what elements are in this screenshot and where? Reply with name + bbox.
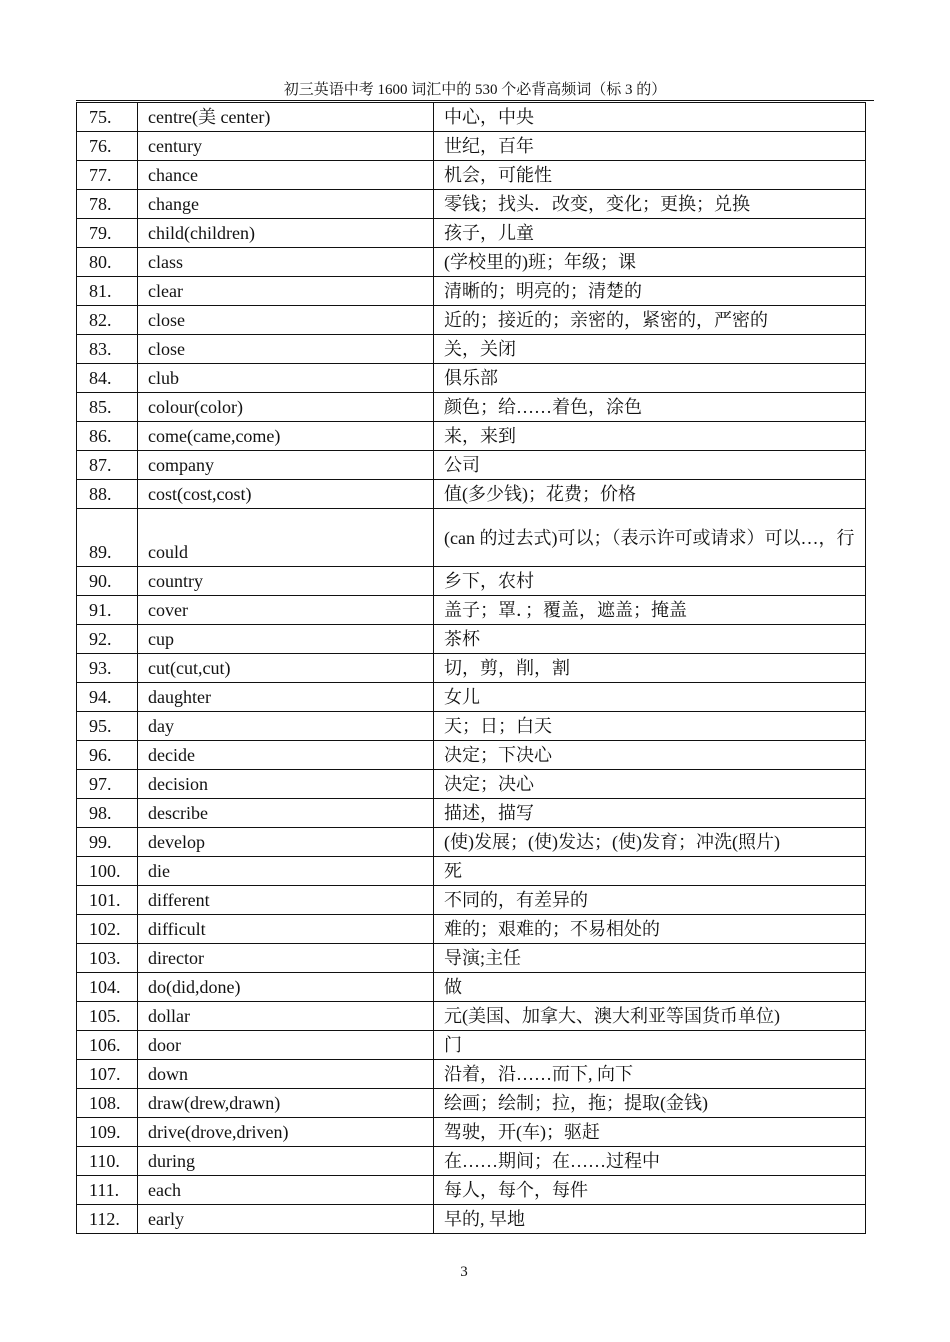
entry-meaning: (学校里的)班；年级；课 <box>434 248 866 277</box>
entry-meaning: 天；日；白天 <box>434 712 866 741</box>
page-header: 初三英语中考 1600 词汇中的 530 个必背高频词（标 3 的） <box>283 82 667 98</box>
table-row <box>77 799 866 828</box>
table-row <box>77 190 866 219</box>
entry-number: 104. <box>77 973 138 1002</box>
entry-meaning: 驾驶，开(车)；驱赶 <box>434 1118 866 1147</box>
entry-number: 109. <box>77 1118 138 1147</box>
table-row <box>77 915 866 944</box>
table-row <box>77 422 866 451</box>
table-row <box>77 828 866 857</box>
entry-meaning: 死 <box>434 857 866 886</box>
table-row <box>77 973 866 1002</box>
entry-meaning: 乡下，农村 <box>434 567 866 596</box>
entry-word: draw(drew,drawn) <box>138 1089 434 1118</box>
entry-word: different <box>138 886 434 915</box>
table-row <box>77 335 866 364</box>
table-row <box>77 625 866 654</box>
entry-word: door <box>138 1031 434 1060</box>
entry-number: 99. <box>77 828 138 857</box>
entry-word: cup <box>138 625 434 654</box>
entry-word: century <box>138 132 434 161</box>
entry-word: describe <box>138 799 434 828</box>
entry-meaning: 每人，每个，每件 <box>434 1176 866 1205</box>
table-row <box>77 248 866 277</box>
entry-meaning: 盖子；罩．；覆盖，遮盖；掩盖 <box>434 596 866 625</box>
entry-meaning: 关，关闭 <box>434 335 866 364</box>
table-row <box>77 654 866 683</box>
entry-word: during <box>138 1147 434 1176</box>
entry-word: difficult <box>138 915 434 944</box>
entry-number: 101. <box>77 886 138 915</box>
entry-word: class <box>138 248 434 277</box>
entry-word: decision <box>138 770 434 799</box>
entry-word: club <box>138 364 434 393</box>
entry-number: 105. <box>77 1002 138 1031</box>
entry-number: 110. <box>77 1147 138 1176</box>
table-row <box>77 712 866 741</box>
table-row <box>77 132 866 161</box>
entry-meaning: 机会，可能性 <box>434 161 866 190</box>
entry-word: close <box>138 335 434 364</box>
vocabulary-table-body <box>77 103 866 1234</box>
entry-word: drive(drove,driven) <box>138 1118 434 1147</box>
entry-number: 107. <box>77 1060 138 1089</box>
table-row <box>77 683 866 712</box>
entry-word: child(children) <box>138 219 434 248</box>
entry-word: chance <box>138 161 434 190</box>
entry-meaning: 切，剪，削，割 <box>434 654 866 683</box>
entry-word: do(did,done) <box>138 973 434 1002</box>
entry-word: cost(cost,cost) <box>138 480 434 509</box>
entry-number: 100. <box>77 857 138 886</box>
entry-number: 76. <box>77 132 138 161</box>
entry-word: decide <box>138 741 434 770</box>
table-row <box>77 1002 866 1031</box>
entry-number: 87. <box>77 451 138 480</box>
entry-number: 94. <box>77 683 138 712</box>
table-row <box>77 480 866 509</box>
entry-word: day <box>138 712 434 741</box>
entry-meaning: 俱乐部 <box>434 364 866 393</box>
entry-meaning: 难的；艰难的；不易相处的 <box>434 915 866 944</box>
entry-meaning: 清晰的；明亮的；清楚的 <box>434 277 866 306</box>
entry-number: 77. <box>77 161 138 190</box>
entry-number: 85. <box>77 393 138 422</box>
entry-word: country <box>138 567 434 596</box>
entry-meaning: 世纪，百年 <box>434 132 866 161</box>
table-row <box>77 393 866 422</box>
entry-number: 108. <box>77 1089 138 1118</box>
table-row <box>77 1147 866 1176</box>
table-row <box>77 770 866 799</box>
entry-meaning: 公司 <box>434 451 866 480</box>
entry-number: 106. <box>77 1031 138 1060</box>
entry-word: centre(美 center) <box>138 103 434 132</box>
entry-word: cover <box>138 596 434 625</box>
entry-word: die <box>138 857 434 886</box>
entry-number: 82. <box>77 306 138 335</box>
entry-meaning: 近的；接近的；亲密的，紧密的，严密的 <box>434 306 866 335</box>
entry-number: 81. <box>77 277 138 306</box>
entry-word: dollar <box>138 1002 434 1031</box>
entry-meaning: 早的, 早地 <box>434 1205 866 1234</box>
entry-meaning: 颜色；给……着色，涂色 <box>434 393 866 422</box>
table-row <box>77 161 866 190</box>
entry-number: 102. <box>77 915 138 944</box>
table-row <box>77 857 866 886</box>
entry-meaning: (使)发展；(使)发达；(使)发育；冲洗(照片) <box>434 828 866 857</box>
entry-word: close <box>138 306 434 335</box>
entry-meaning: 决定；决心 <box>434 770 866 799</box>
table-row <box>77 451 866 480</box>
entry-number: 112. <box>77 1205 138 1234</box>
entry-number: 75. <box>77 103 138 132</box>
entry-meaning: 孩子，儿童 <box>434 219 866 248</box>
header-rule <box>76 100 874 101</box>
entry-meaning: 来，来到 <box>434 422 866 451</box>
table-row <box>77 1031 866 1060</box>
entry-meaning: 决定；下决心 <box>434 741 866 770</box>
table-row <box>77 364 866 393</box>
entry-word: colour(color) <box>138 393 434 422</box>
table-row <box>77 1060 866 1089</box>
table-row <box>77 219 866 248</box>
entry-number: 103. <box>77 944 138 973</box>
entry-meaning: 沿着，沿……而下, 向下 <box>434 1060 866 1089</box>
entry-word: down <box>138 1060 434 1089</box>
table-row <box>77 509 866 567</box>
entry-word: daughter <box>138 683 434 712</box>
entry-word: each <box>138 1176 434 1205</box>
entry-meaning: 导演;主任 <box>434 944 866 973</box>
entry-word: early <box>138 1205 434 1234</box>
table-row <box>77 1089 866 1118</box>
entry-meaning: 描述，描写 <box>434 799 866 828</box>
page-number: 3 <box>460 1264 468 1280</box>
entry-word: change <box>138 190 434 219</box>
entry-number: 92. <box>77 625 138 654</box>
entry-meaning: 元(美国、加拿大、澳大利亚等国货币单位) <box>434 1002 866 1031</box>
entry-number: 111. <box>77 1176 138 1205</box>
entry-number: 93. <box>77 654 138 683</box>
entry-number: 84. <box>77 364 138 393</box>
table-row <box>77 1176 866 1205</box>
entry-word: clear <box>138 277 434 306</box>
entry-meaning: (can 的过去式)可以；（表示许可或请求）可以…，行 <box>434 509 866 567</box>
entry-meaning: 门 <box>434 1031 866 1060</box>
entry-number: 97. <box>77 770 138 799</box>
entry-word: could <box>138 509 434 567</box>
entry-word: cut(cut,cut) <box>138 654 434 683</box>
entry-number: 79. <box>77 219 138 248</box>
entry-meaning: 值(多少钱)；花费；价格 <box>434 480 866 509</box>
table-row <box>77 596 866 625</box>
entry-number: 89. <box>77 509 138 567</box>
entry-meaning: 中心，中央 <box>434 103 866 132</box>
entry-number: 86. <box>77 422 138 451</box>
entry-number: 80. <box>77 248 138 277</box>
table-row <box>77 741 866 770</box>
vocabulary-table <box>76 102 866 1234</box>
table-row <box>77 567 866 596</box>
table-row <box>77 886 866 915</box>
entry-word: director <box>138 944 434 973</box>
entry-word: company <box>138 451 434 480</box>
table-row <box>77 103 866 132</box>
entry-meaning: 在……期间；在……过程中 <box>434 1147 866 1176</box>
entry-meaning: 不同的，有差异的 <box>434 886 866 915</box>
entry-number: 96. <box>77 741 138 770</box>
table-row <box>77 306 866 335</box>
entry-meaning: 零钱；找头．改变，变化；更换；兑换 <box>434 190 866 219</box>
table-row <box>77 1205 866 1234</box>
entry-number: 88. <box>77 480 138 509</box>
entry-number: 95. <box>77 712 138 741</box>
table-row <box>77 277 866 306</box>
table-row <box>77 944 866 973</box>
entry-word: develop <box>138 828 434 857</box>
entry-meaning: 绘画；绘制；拉，拖；提取(金钱) <box>434 1089 866 1118</box>
entry-number: 78. <box>77 190 138 219</box>
entry-word: come(came,come) <box>138 422 434 451</box>
table-row <box>77 1118 866 1147</box>
entry-number: 91. <box>77 596 138 625</box>
entry-number: 83. <box>77 335 138 364</box>
entry-meaning: 女儿 <box>434 683 866 712</box>
entry-number: 98. <box>77 799 138 828</box>
entry-meaning: 做 <box>434 973 866 1002</box>
entry-meaning: 茶杯 <box>434 625 866 654</box>
entry-number: 90. <box>77 567 138 596</box>
